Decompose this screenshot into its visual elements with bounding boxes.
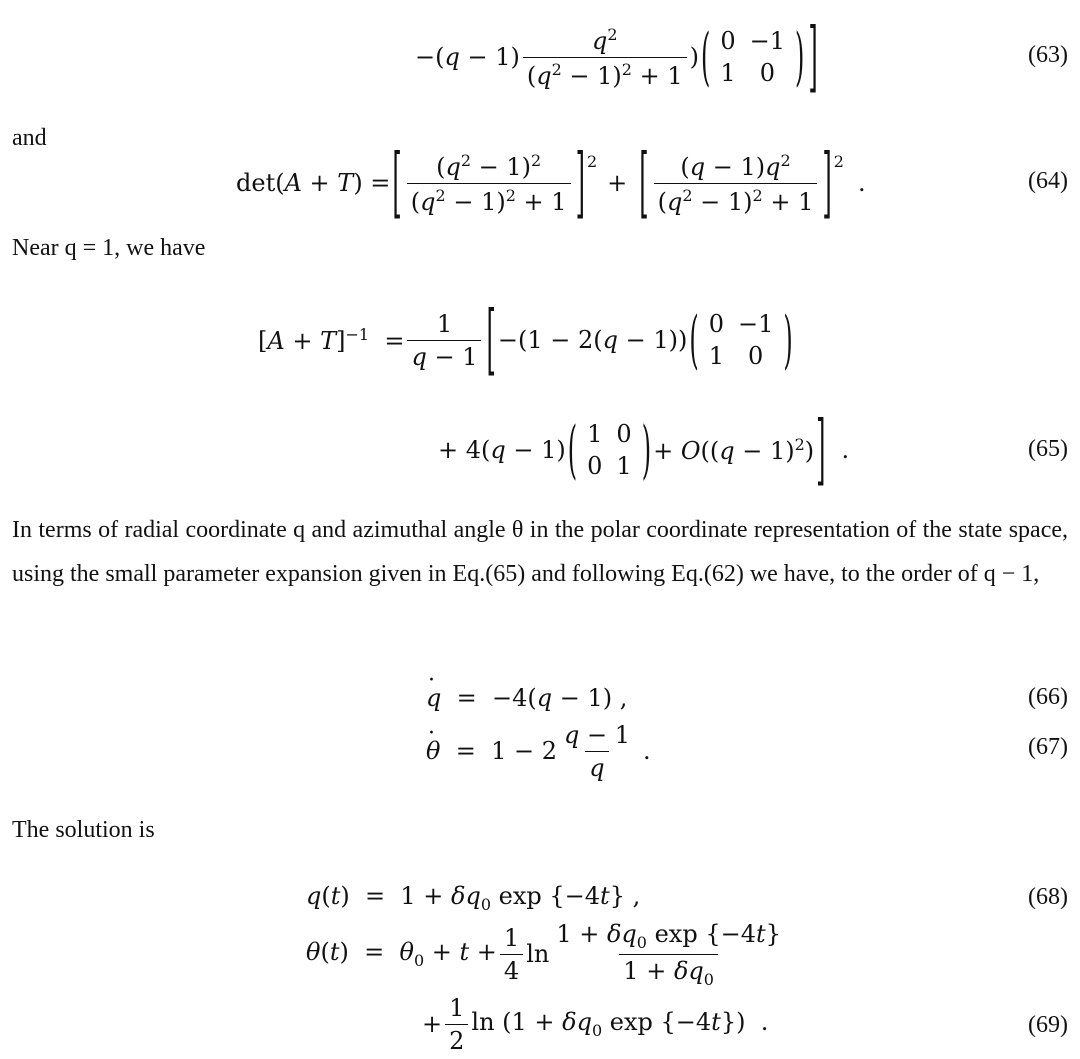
equation-67 xyxy=(0,716,1080,786)
text-paragraph: In terms of radial coordinate q and azimuthal angle θ in the polar coordinate representation of the state space, using the small parameter expansion given in Eq.(65) and following Eq.(62) we have, to the order of q − 1, xyxy=(12,517,1068,587)
equation-number-68: (68) xyxy=(1028,884,1068,910)
text-solution: The solution is xyxy=(12,817,155,843)
equation-69-line-2 xyxy=(0,992,1080,1056)
equation-number-66: (66) xyxy=(1028,684,1068,710)
equation-63-body: −(q − 1) $\frac{q^2}{(q^2 - 1)^2 + 1}$ ) ( 0 −1 1 0 ) ] xyxy=(415,12,818,102)
equation-number-63: (63) xyxy=(1028,42,1068,68)
equation-66 xyxy=(0,680,1080,716)
equation-68 xyxy=(0,880,1080,916)
equation-69-line-1 xyxy=(0,916,1080,992)
text-near: Near q = 1, we have xyxy=(12,235,206,261)
equation-64 xyxy=(0,138,1080,228)
equation-number-64: (64) xyxy=(1028,168,1068,194)
equation-64-body: det(A + T) = [ $\frac{(q^2 - 1)^2}{(q^2 - 1)^2 + 1}$ ] $^2$ + [ $\frac{(q - 1)q^2}{(q^2 - 1)^2 + 1}$ ] $^2$ . xyxy=(236,138,866,228)
text-and: and xyxy=(12,125,47,151)
equation-63 xyxy=(0,12,1080,102)
equation-69-line-1-body: $\theta(t) = \theta_0 + t$ + $\frac{1}{4}$ ln $\frac{1 + \delta q_0 \exp \{-4t\}}{1 + \delta q_0}$ xyxy=(306,919,781,989)
equation-65-line-1-body: $[A + T]^{-1}$ = $\frac{1}{q - 1}$ [ −(1 − 2(q − 1)) ( 0 −1 1 0 ) xyxy=(258,295,793,385)
equation-69-line-2-body: + $\frac{1}{2}$ $\ln (1 + \delta q_0$ exp {−4t}) . xyxy=(422,993,769,1055)
equation-65-line-2 xyxy=(0,400,1080,500)
equation-65-line-1 xyxy=(0,290,1080,390)
equation-67-body: · θ = 1 − 2 $\frac{q - 1}{q}$ . xyxy=(426,716,651,786)
equation-number-67: (67) xyxy=(1028,734,1068,760)
equation-number-69: (69) xyxy=(1028,1012,1068,1038)
equation-66-body: · q = −4(q − 1) , xyxy=(426,680,627,716)
equation-number-65: (65) xyxy=(1028,436,1068,462)
equation-65-line-2-body: + 4(q − 1) ( 1 0 0 1 ) + $O((q - 1)^2)$ ] . xyxy=(438,405,850,495)
equation-68-body: $q(t) = 1 + \delta q_0$ exp {−4t} , xyxy=(306,882,641,914)
